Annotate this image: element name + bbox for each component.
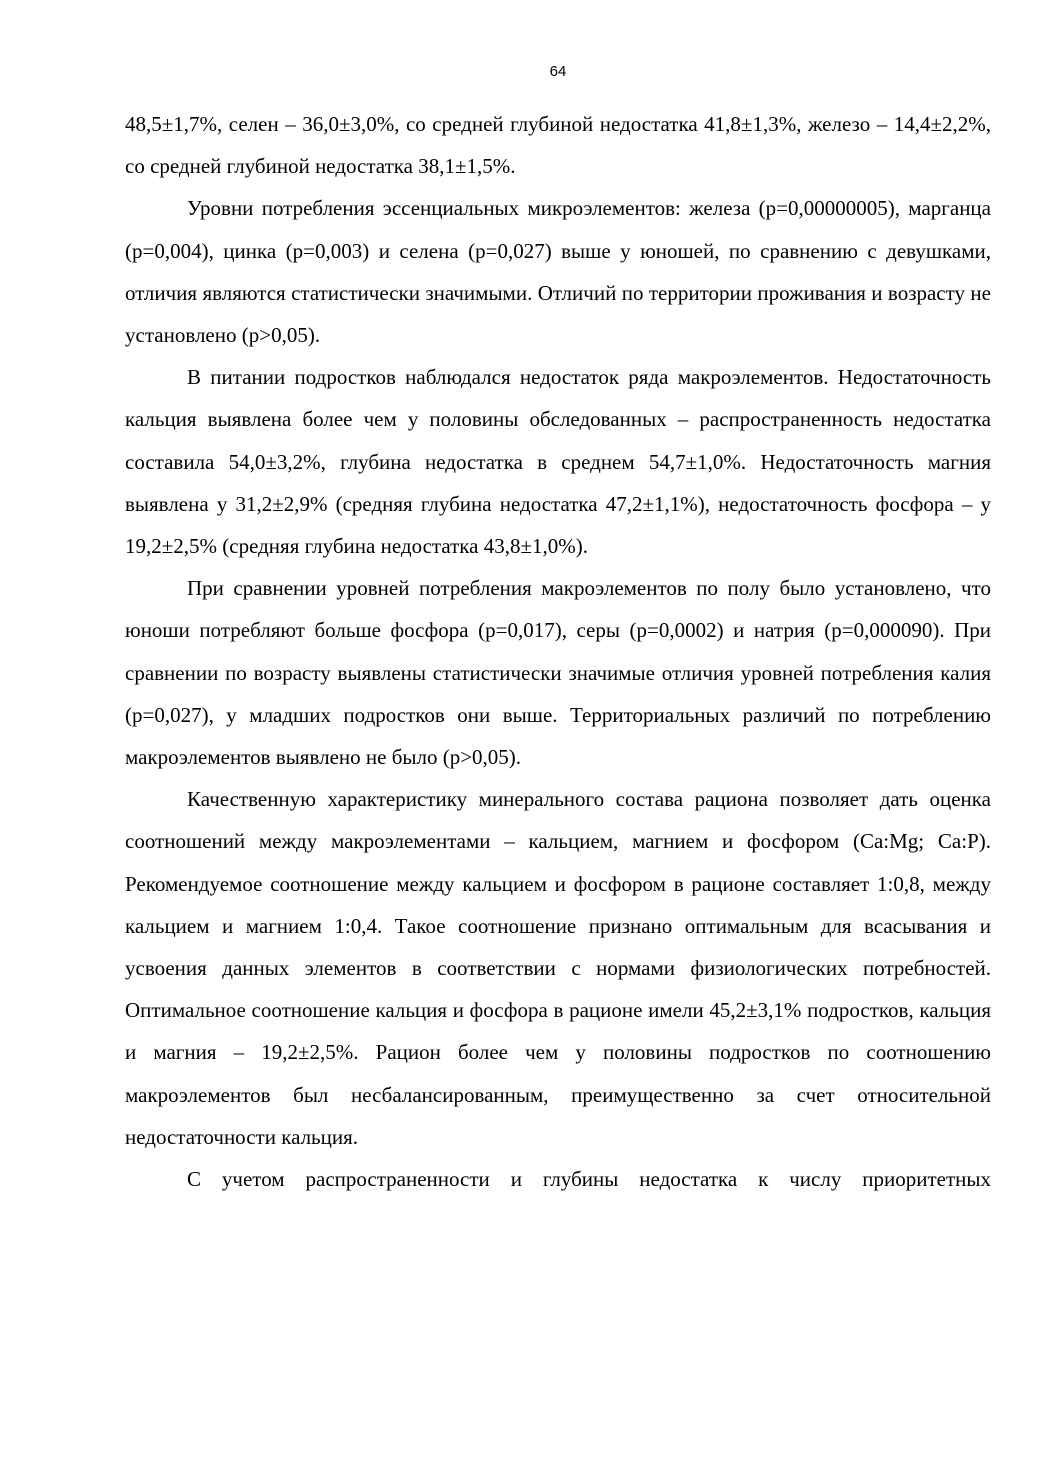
page-number: 64 [549, 63, 567, 80]
paragraph-microelements-sex: Уровни потребления эссенциальных микроэлементов: железа (р=0,00000005), марганца (р=0,004), цинка (р=0,003) и селена (р=0,027) выше у юношей, по сравнению с девушками, отличия являются статистически значимыми. Отличий по территории проживания и возрасту не установлено (р>0,05). [125, 196, 991, 348]
paragraph-priority-start: С учетом распространенности и глубины недостатка к числу приоритетных [187, 1167, 991, 1192]
paragraph-mineral-ratios: Качественную характеристику минерального состава рациона позволяет дать оценка соотношений между макроэлементами – кальцием, магнием и фосфором (Ca:Mg; Ca:P). Рекомендуемое соотношение между кальцием и фосфором в рационе составляет 1:0,8, между кальцием и магнием 1:0,4. Такое соотношение признано оптимальным для всасывания и усвоения данных элементов в соответствии с нормами физиологических потребностей. Оптимальное соотношение кальция и фосфора в рационе имели 45,2±3,1% подростков, кальция и магния – 19,2±2,5%. Рацион более чем у половины подростков по соотношению макроэлементов был несбалансированным, преимущественно за счет относительной недостаточности кальция. [125, 787, 991, 1149]
paragraph-macroelements-comparison: При сравнении уровней потребления макроэлементов по полу было установлено, что юноши потребляют больше фосфора (р=0,017), серы (р=0,0002) и натрия (р=0,000090). При сравнении по возрасту выявлены статистически значимые отличия уровней потребления калия (р=0,027), у младших подростков они выше. Территориальных различий по потреблению макроэлементов выявлено не было (р>0,05). [125, 576, 991, 770]
document-body [125, 103, 991, 1200]
paragraph-continuation: 48,5±1,7%, селен – 36,0±3,0%, со средней глубиной недостатка 41,8±1,3%, железо – 14,4±2,2%, со средней глубиной недостатка 38,1±1,5%. [125, 112, 991, 179]
paragraph-macroelements-deficit: В питании подростков наблюдался недостаток ряда макроэлементов. Недостаточность кальция выявлена более чем у половины обследованных – распространенность недостатка составила 54,0±3,2%, глубина недостатка в среднем 54,7±1,0%. Недостаточность магния выявлена у 31,2±2,9% (средняя глубина недостатка 47,2±1,1%), недостаточность фосфора – у 19,2±2,5% (средняя глубина недостатка 43,8±1,0%). [125, 365, 991, 559]
